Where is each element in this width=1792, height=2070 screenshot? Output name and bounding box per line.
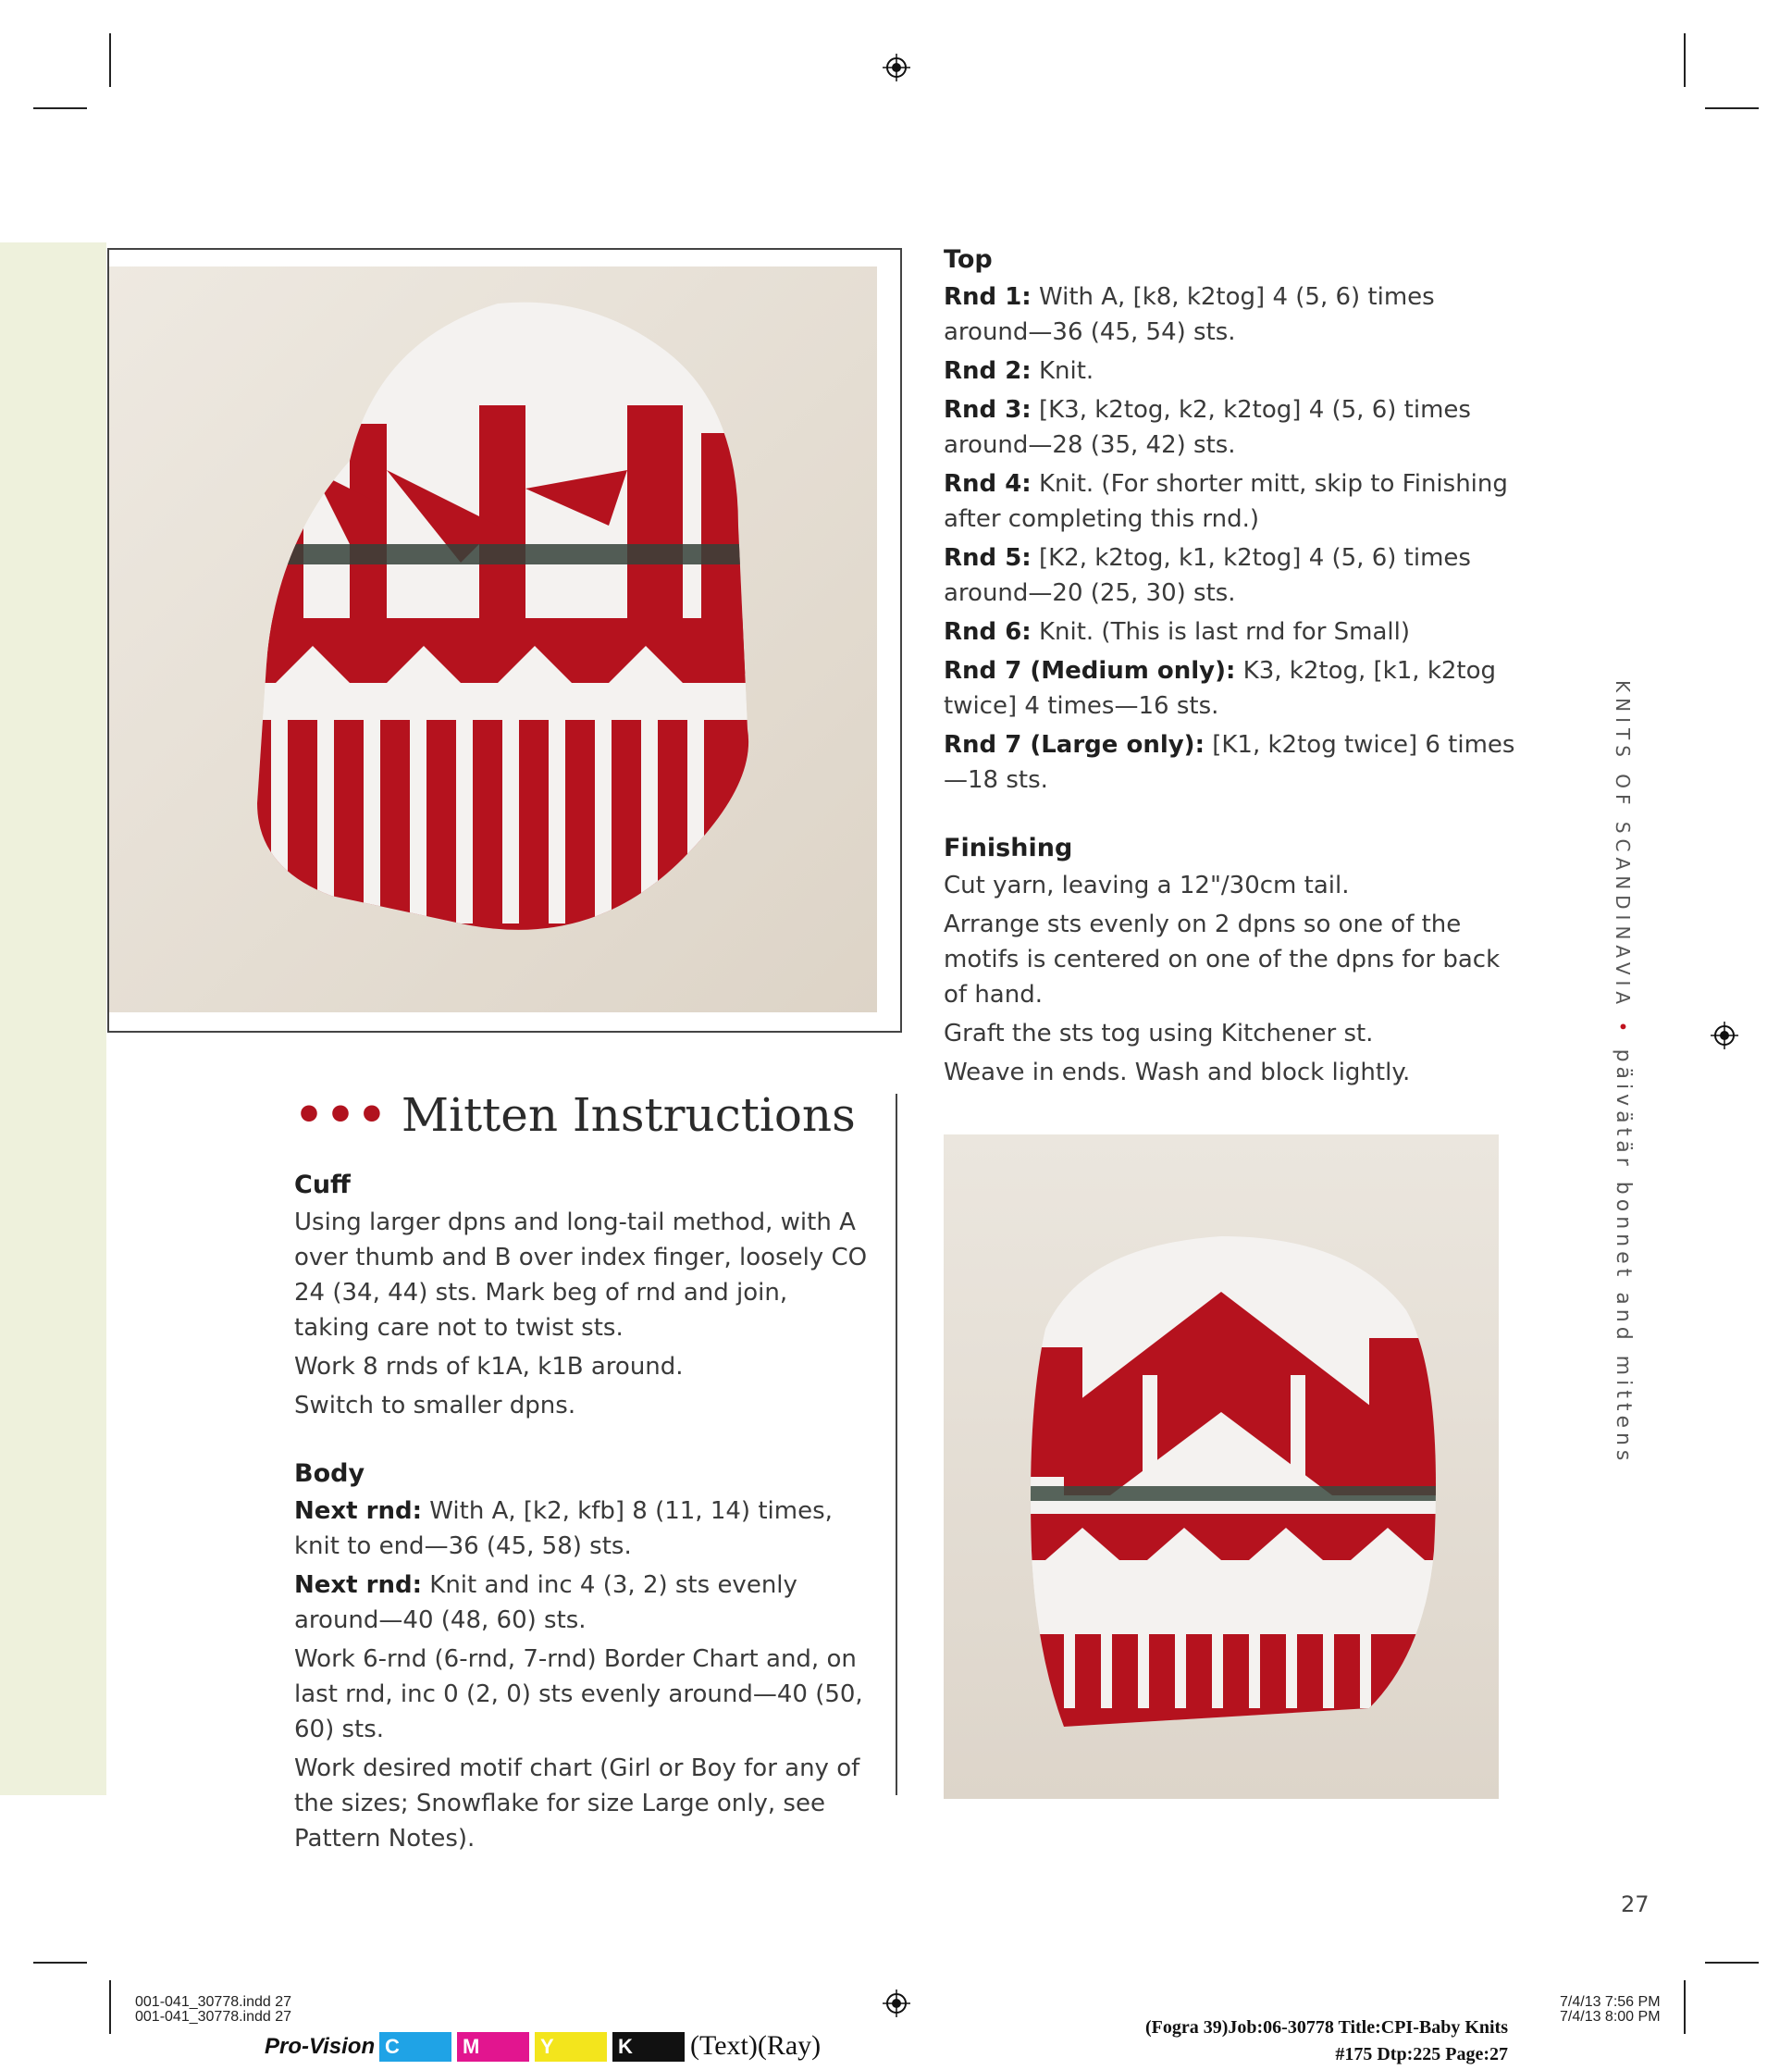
round-label: Next rnd: [294, 1497, 422, 1525]
round-text: Knit. [1031, 357, 1094, 385]
section-title [294, 1088, 856, 1142]
round-text: [K1, k2tog twice] 6 times—18 sts. [944, 731, 1515, 794]
round-label: Rnd 1: [944, 283, 1032, 311]
top-round [944, 353, 1517, 389]
color-bar-k: K [612, 2032, 685, 2062]
date-line: 7/4/13 8:00 PM [1560, 2009, 1661, 2025]
round-text: Knit. (This is last rnd for Small) [1031, 618, 1411, 646]
finishing-paragraph: Cut yarn, leaving a 12"/30cm tail. [944, 872, 1350, 899]
round-label: Rnd 3: [944, 396, 1032, 424]
round-text: [K3, k2tog, k2, k2tog] 4 (5, 6) times around—28 (35, 42) sts. [944, 396, 1471, 459]
cuff-paragraph: Work 8 rnds of k1A, k1B around. [294, 1353, 684, 1381]
running-head-dot: • [1612, 1021, 1634, 1038]
left-column [294, 1168, 868, 1860]
file-line: 001-041_30778.indd 27 [135, 2009, 292, 2025]
finishing-paragraph: Weave in ends. Wash and block lightly. [944, 1059, 1411, 1086]
body-round [294, 1568, 868, 1638]
page-number: 27 [1621, 1891, 1650, 1917]
cuff-paragraph: Using larger dpns and long-tail method, with A over thumb and B over index finger, loosely CO 24 (34, 44) sts. Mark beg of rnd and join, taking care not to twist sts. [294, 1209, 868, 1342]
registration-mark-icon [883, 54, 910, 81]
title-text: Mitten Instructions [401, 1088, 856, 1142]
job-line: #175 Dtp:225 Page:27 [1335, 2044, 1508, 2064]
color-bar-y: Y [535, 2032, 607, 2062]
crop-mark [33, 107, 87, 109]
crop-mark [109, 1980, 111, 2034]
round-label: Rnd 6: [944, 618, 1032, 646]
finishing-paragraph: Graft the sts tog using Kitchener st. [944, 1020, 1374, 1047]
top-round [944, 614, 1517, 650]
top-round [944, 392, 1517, 463]
crop-mark [33, 1962, 87, 1964]
cuff-paragraph: Switch to smaller dpns. [294, 1392, 576, 1419]
round-text: Knit. (For shorter mitt, skip to Finishing after completing this rnd.) [944, 470, 1508, 533]
top-round [944, 540, 1517, 611]
brand: Pro-Vision [265, 2034, 376, 2059]
crop-mark [1684, 1980, 1686, 2034]
running-head-chapter: päivätär bonnet and mittens [1612, 1048, 1635, 1466]
body-paragraph: Work 6-rnd (6-rnd, 7-rnd) Border Chart and, on last rnd, inc 0 (2, 0) sts evenly around—40 (50, 60) sts. [294, 1645, 863, 1743]
cuff-heading: Cuff [294, 1171, 351, 1199]
crop-mark [109, 33, 111, 87]
job-slug [1092, 2017, 1508, 2065]
body-round [294, 1494, 868, 1564]
running-head-book: KNITS OF SCANDINAVIA [1612, 680, 1634, 1010]
running-head [1607, 680, 1635, 1466]
round-text: K3, k2tog, [k1, k2tog twice] 4 times—16 sts. [944, 657, 1497, 720]
round-label: Rnd 4: [944, 470, 1032, 498]
round-text: With A, [k2, kfb] 8 (11, 14) times, knit to end—36 (45, 58) sts. [294, 1497, 833, 1560]
job-line: (Fogra 39)Job:06-30778 Title:CPI-Baby Knits [1144, 2017, 1508, 2038]
body-paragraph: Work desired motif chart (Girl or Boy for any of the sizes; Snowflake for size Large only, see Pattern Notes). [294, 1754, 860, 1853]
finishing-paragraph: Arrange sts evenly on 2 dpns so one of the motifs is centered on one of the dpns for back of hand. [944, 911, 1501, 1009]
top-round [944, 279, 1517, 350]
registration-mark-icon [883, 1989, 910, 2017]
crop-mark [1684, 33, 1686, 87]
file-line: 001-041_30778.indd 27 [135, 1994, 292, 2010]
body-heading: Body [294, 1459, 365, 1488]
date-line: 7/4/13 7:56 PM [1560, 1994, 1661, 2010]
hat-illustration [109, 266, 877, 1012]
column-divider [896, 1094, 897, 1795]
finishing-heading: Finishing [944, 834, 1073, 862]
round-label: Rnd 7 (Medium only): [944, 657, 1236, 685]
crop-mark [1705, 107, 1759, 109]
title-dots: ••• [294, 1088, 389, 1142]
round-label: Rnd 2: [944, 357, 1032, 385]
top-round [944, 466, 1517, 537]
round-text: [K2, k2tog, k1, k2tog] 4 (5, 6) times around—20 (25, 30) sts. [944, 544, 1471, 607]
top-round [944, 653, 1517, 724]
top-heading: Top [944, 245, 993, 274]
crop-mark [1705, 1962, 1759, 1964]
top-round [944, 727, 1517, 798]
mitten-illustration [944, 1134, 1499, 1799]
mitten-photo [944, 1134, 1499, 1799]
round-label: Next rnd: [294, 1571, 422, 1599]
round-text: With A, [k8, k2tog] 4 (5, 6) times around—36 (45, 54) sts. [944, 283, 1435, 346]
round-text: Knit and inc 4 (3, 2) sts evenly around—40 (48, 60) sts. [294, 1571, 797, 1634]
registration-mark-icon [1711, 1022, 1738, 1049]
date-slug [1560, 1995, 1661, 2025]
file-slug [135, 1995, 291, 2025]
hat-photo [109, 266, 877, 1012]
right-column [944, 242, 1517, 1094]
color-bar-c: C [379, 2032, 451, 2062]
round-label: Rnd 5: [944, 544, 1032, 572]
color-bar-m: M [457, 2032, 529, 2062]
text-ray-label: (Text)(Ray) [690, 2030, 822, 2061]
margin-strip [0, 242, 106, 1795]
round-label: Rnd 7 (Large only): [944, 731, 1205, 759]
